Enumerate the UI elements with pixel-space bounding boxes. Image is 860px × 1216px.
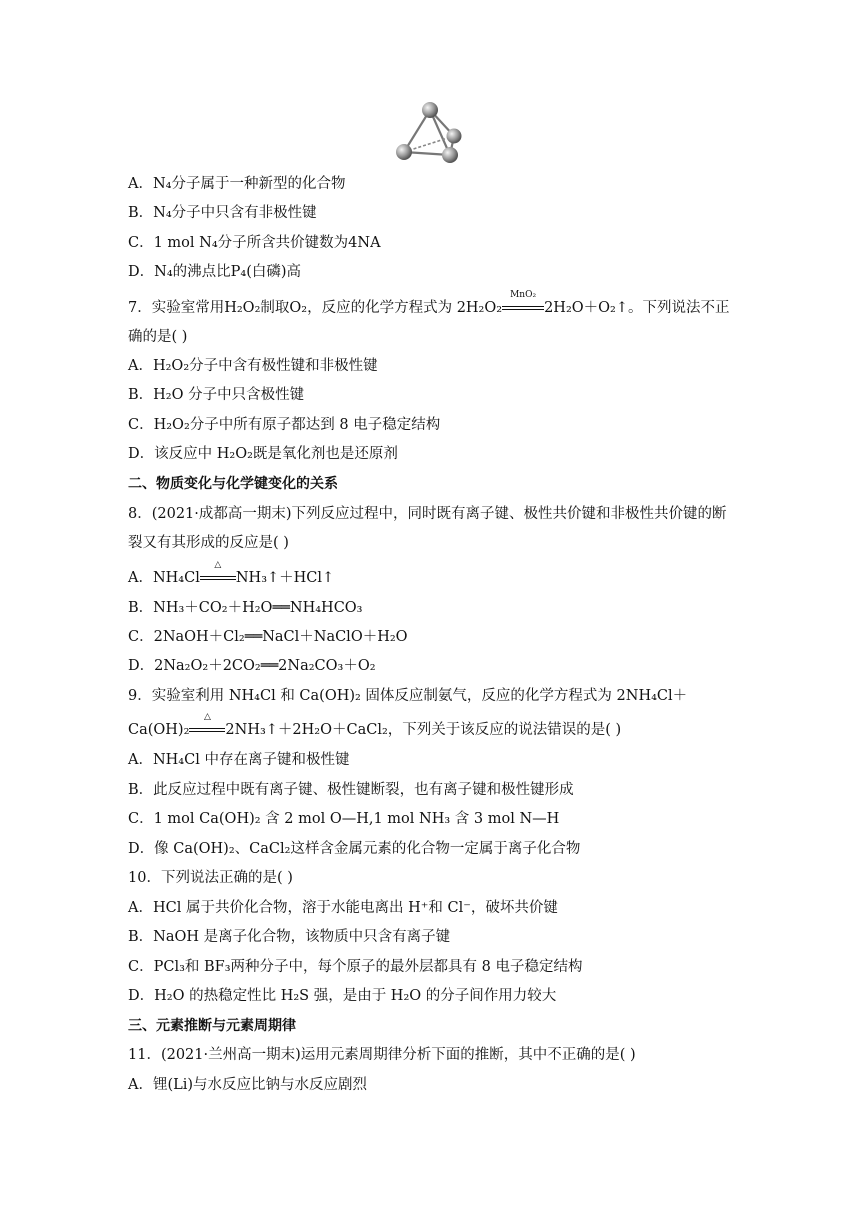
q7-condition: MnO₂ xyxy=(510,290,537,300)
q7-stem-line2: 确的是( ) xyxy=(128,329,188,345)
q9-stem-line2 xyxy=(128,712,622,740)
q8-reaction-arrow xyxy=(200,560,236,588)
q6-option-c: C．1 mol N₄分子所含共价键数为4NA xyxy=(128,235,381,251)
q8-condition: △ xyxy=(214,560,222,570)
q11-stem: 11．(2021·兰州高一期末)运用元素周期律分析下面的推断，其中不正确的是( ) xyxy=(128,1047,636,1063)
q10-option-c: C．PCl₃和 BF₃两种分子中，每个原子的最外层都具有 8 电子稳定结构 xyxy=(128,959,583,975)
q6-option-d: D．N₄的沸点比P₄(白磷)高 xyxy=(128,264,302,280)
q8-option-c: C．2NaOH＋Cl₂══NaCl＋NaClO＋H₂O xyxy=(128,629,408,645)
q7-stem-line1 xyxy=(128,290,730,318)
q9-reaction-arrow xyxy=(189,712,225,740)
q7-stem-part1: 7．实验室常用H₂O₂制取O₂，反应的化学方程式为 2H₂O₂ xyxy=(128,300,503,316)
q10-stem: 10．下列说法正确的是( ) xyxy=(128,870,293,886)
q8-option-a-reactant: A．NH₄Cl xyxy=(128,570,200,586)
q9-stem-products: 2NH₃↑＋2H₂O＋CaCl₂，下列关于该反应的说法错误的是( ) xyxy=(225,722,622,738)
q7-stem-part2: 2H₂O＋O₂↑。下列说法不正 xyxy=(544,300,730,316)
q7-reaction-arrow xyxy=(502,290,544,318)
q9-condition: △ xyxy=(203,712,211,722)
q9-option-b: B．此反应过程中既有离子键、极性键断裂，也有离子键和极性键形成 xyxy=(128,782,574,798)
q9-option-c: C．1 mol Ca(OH)₂ 含 2 mol O—H,1 mol NH₃ 含 3 mol N—H xyxy=(128,811,560,827)
q10-option-d: D．H₂O 的热稳定性比 H₂S 强，是由于 H₂O 的分子间作用力较大 xyxy=(128,988,557,1004)
q7-option-b: B．H₂O 分子中只含极性键 xyxy=(128,387,305,403)
section-2-heading: 二、物质变化与化学键变化的关系 xyxy=(128,476,338,492)
q6-option-b: B．N₄分子中只含有非极性键 xyxy=(128,205,317,221)
q11-option-a: A．锂(Li)与水反应比钠与水反应剧烈 xyxy=(128,1077,368,1093)
q9-stem-line1: 9．实验室利用 NH₄Cl 和 Ca(OH)₂ 固体反应制氨气，反应的化学方程式为 2NH₄Cl＋ xyxy=(128,688,688,704)
q6-option-a: A．N₄分子属于一种新型的化合物 xyxy=(128,176,346,192)
q10-option-b: B．NaOH 是离子化合物，该物质中只含有离子键 xyxy=(128,929,451,945)
q8-option-b: B．NH₃＋CO₂＋H₂O══NH₄HCO₃ xyxy=(128,600,363,616)
section-3-heading: 三、元素推断与元素周期律 xyxy=(128,1018,296,1034)
q8-stem-line2: 裂又有其形成的反应是( ) xyxy=(128,535,289,551)
q9-stem-reactant: Ca(OH)₂ xyxy=(128,722,190,738)
q8-option-a xyxy=(128,560,335,588)
q7-option-d: D．该反应中 H₂O₂既是氧化剂也是还原剂 xyxy=(128,446,398,462)
q7-option-a: A．H₂O₂分子中含有极性键和非极性键 xyxy=(128,358,378,374)
q8-option-a-products: NH₃↑＋HCl↑ xyxy=(235,570,335,586)
q8-option-d: D．2Na₂O₂＋2CO₂══2Na₂CO₃＋O₂ xyxy=(128,658,376,674)
q9-option-d: D．像 Ca(OH)₂、CaCl₂这样含金属元素的化合物一定属于离子化合物 xyxy=(128,841,581,857)
q9-option-a: A．NH₄Cl 中存在离子键和极性键 xyxy=(128,752,350,768)
q10-option-a: A．HCl 属于共价化合物，溶于水能电离出 H⁺和 Cl⁻，破坏共价键 xyxy=(128,900,558,916)
q8-stem-line1: 8．(2021·成都高一期末)下列反应过程中，同时既有离子键、极性共价键和非极性共价键的断 xyxy=(128,506,727,522)
q7-option-c: C．H₂O₂分子中所有原子都达到 8 电子稳定结构 xyxy=(128,417,441,433)
n4-tetrahedron-figure xyxy=(392,98,470,168)
